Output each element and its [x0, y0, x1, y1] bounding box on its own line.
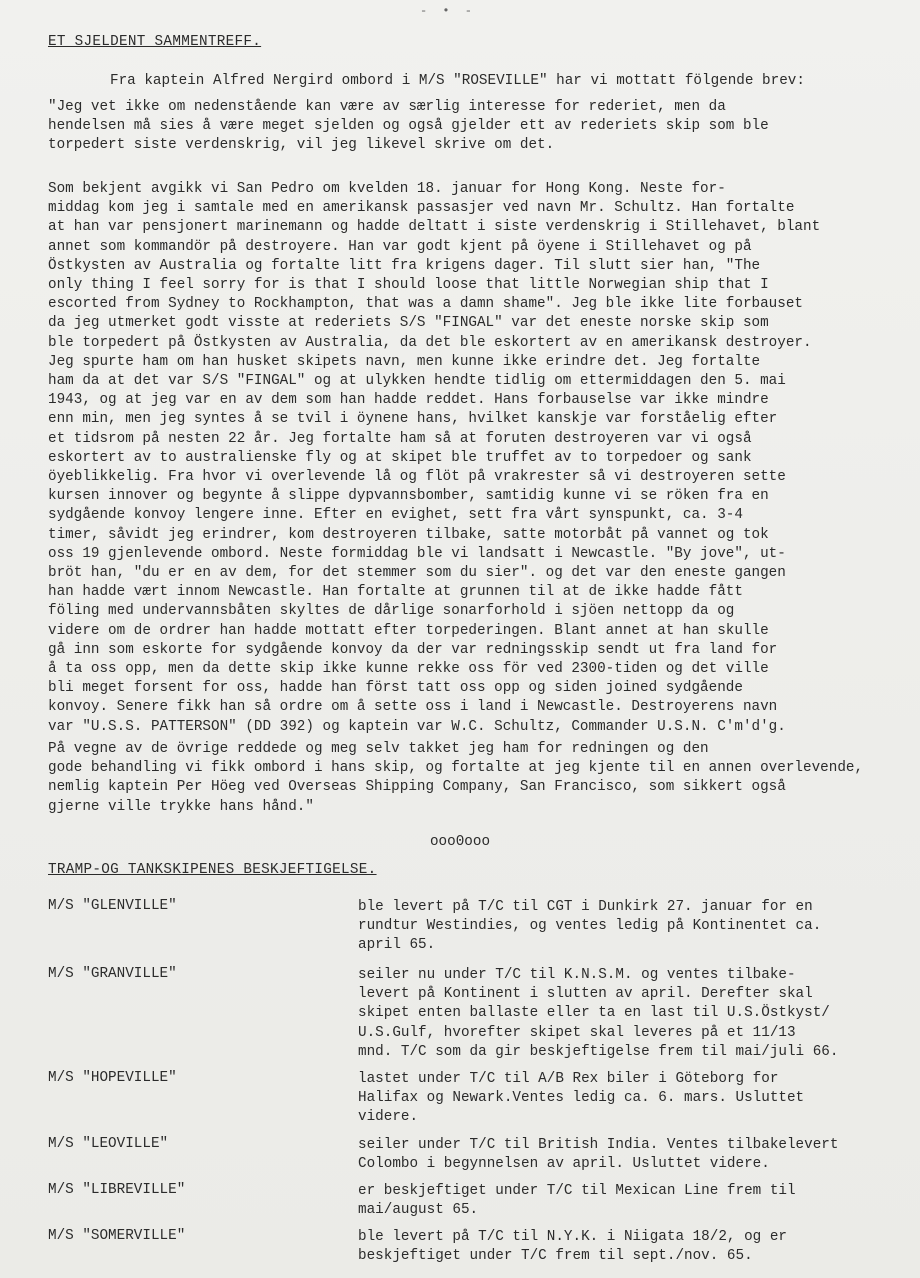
page-top-mark: - • - [420, 4, 477, 18]
ship-name: M/S "HOPEVILLE" [48, 1070, 177, 1086]
section-separator: ooo0ooo [429, 834, 491, 850]
letter-paragraph-1: "Jeg vet ikke om nedenstående kan være av særlig interesse for rederiet, men da hendelsen må sies å være meget sjelden og også gjelder ett av rederiets skip som ble torpedert siste verdenskrig, vil jeg likevel skrive om det. [48, 99, 769, 154]
ship-status: ble levert på T/C til CGT i Dunkirk 27. januar for en rundtur Westindies, og ventes ledig på Kontinentet ca. april 65. [358, 899, 822, 954]
ship-name: M/S "LIBREVILLE" [48, 1182, 186, 1198]
ship-name: M/S "LEOVILLE" [48, 1136, 169, 1152]
article-title: ET SJELDENT SAMMENTREFF. [48, 34, 262, 50]
ship-status: ble levert på T/C til N.Y.K. i Niigata 18/2, og er beskjeftiget under T/C frem til sept./nov. 65. [358, 1229, 787, 1265]
letter-paragraph-3: På vegne av de övrige reddede og meg selv takket jeg ham for redningen og den gode behandling vi fikk ombord i hans skip, og fortalte at jeg kjente til en annen overlevende, nemlig kaptein Per Höeg ved Overseas Shipping Company, San Francisco, som sikkert også gjerne ville trykke hans hånd." [48, 741, 864, 815]
ship-name: M/S "SOMERVILLE" [48, 1228, 186, 1244]
article-intro: Fra kaptein Alfred Nergird ombord i M/S "ROSEVILLE" har vi mottatt fölgende brev: [110, 73, 805, 89]
ship-name: M/S "GRANVILLE" [48, 966, 177, 982]
letter-paragraph-2: Som bekjent avgikk vi San Pedro om kvelden 18. januar for Hong Kong. Neste for- middag kom jeg i samtale med en amerikansk passasjer ved navn Mr. Schultz. Han fortalte at han var pensjonert marinemann og hadde deltatt i siste verdenskrig i Stillehavet, blant annet som kommandör på destroyere. Han var godt kjent på öyene i Stillehavet og på Östkysten av Australia og fortalte litt fra krigens dager. Til slutt sier han, "The only thing I feel sorry for is that I should loose that little Norwegian ship that I escorted from Sydney to Rockhampton, that was a damn shame". Jeg ble ikke lite forbauset da jeg utmerket godt visste at rederiets S/S "FINGAL" var det eneste norske skip som ble torpedert på Östkysten av Australia, da det ble eskortert av en amerikansk destroyer. Jeg spurte ham om han husket skipets navn, men kunne ikke erindre det. Jeg fortalte ham da at det var S/S "FINGAL" og at ulykken hendte tidlig om ettermiddagen den 5. mai 1943, og at jeg var en av dem som han hadde reddet. Hans forbauselse var ikke mindre enn min, men jeg syntes å se tvil i öynene hans, hvilket kanskje var forståelig efter et tidsrom på nesten 22 år. Jeg fortalte ham så at foruten destroyeren var vi også eskortert av to australienske fly og at skipet ble truffet av to torpedoer og sank öyeblikkelig. Fra hvor vi overlevende lå og flöt på vrakrester så vi destroyeren sette kursen innover og begynte å slippe dypvannsbomber, samtidig kunne vi se röken fra en sydgående konvoy lengere inne. Efter en evighet, sett fra vårt synspunkt, ca. 3-4 timer, såvidt jeg erindrer, kom destroyeren tilbake, satte motorbåt på vannet og tok oss 19 gjenlevende ombord. Neste formiddag ble vi landsatt i Newcastle. "By jove", ut- bröt han, "du er en av dem, for det stemmer som du sier". og det var den eneste gangen han hadde vært innom Newcastle. Han fortalte at grunnen til at de ikke hadde fått föling med undervannsbåten skyltes de dårlige sonarforhold i sjöen nettopp da og videre om de ordrer han hadde mottatt efter torpederingen. Blant annet at han skulle gå inn som eskorte for sydgående konvoy da der var redningsskip sendt ut fra land for å ta oss opp, men da dette skip ikke kunne rekke oss för ved 2300-tiden og det ville bli meget forsent for oss, hadde han först tatt oss opp og siden joined sydgående konvoy. Senere fikk han så ordre om å sette oss i land i Newcastle. Destroyerens navn var "U.S.S. PATTERSON" (DD 392) og kaptein var W.C. Schultz, Commander U.S.N. C'm'd'g. [48, 181, 821, 735]
ship-status: seiler nu under T/C til K.N.S.M. og ventes tilbake- levert på Kontinent i slutten av april. Derefter skal skipet enten ballaste eller ta en last til U.S.Östkyst/ U.S.Gulf, hvorefter skipet skal leveres på et 11/13 mnd. T/C som da gir beskjeftigelse frem til mai/juli 66. [358, 967, 839, 1060]
ship-status: er beskjeftiget under T/C til Mexican Line frem til mai/august 65. [358, 1183, 796, 1219]
section-title: TRAMP-OG TANKSKIPENES BESKJEFTIGELSE. [48, 862, 377, 878]
ship-name: M/S "GLENVILLE" [48, 898, 177, 914]
ship-status: lastet under T/C til A/B Rex biler i Göteborg for Halifax og Newark.Ventes ledig ca. 6. mars. Usluttet videre. [358, 1071, 805, 1126]
ship-status: seiler under T/C til British India. Ventes tilbakelevert Colombo i begynnelsen av april. Usluttet videre. [358, 1137, 839, 1173]
